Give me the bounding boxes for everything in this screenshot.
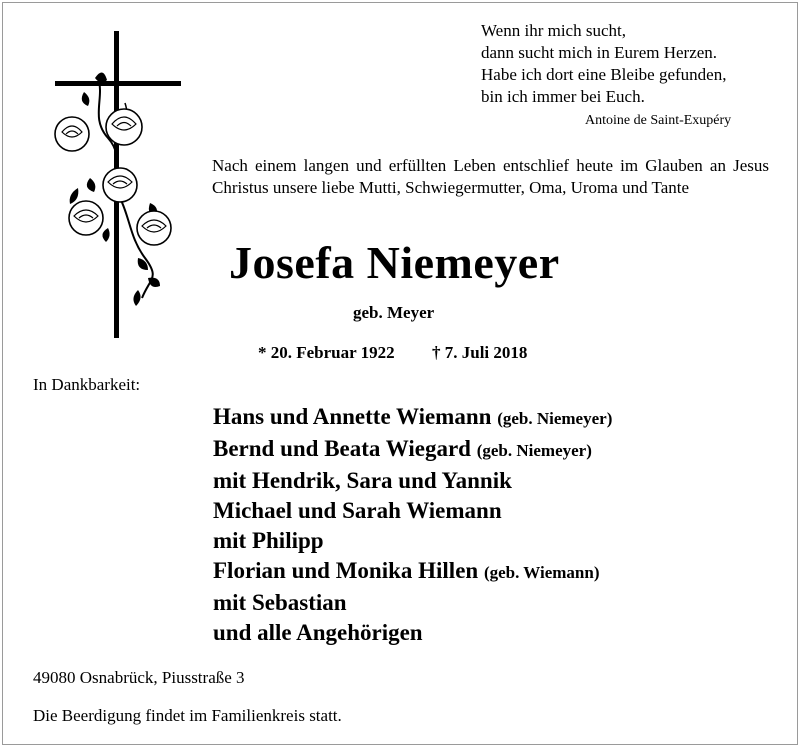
cross-with-roses-icon <box>50 28 190 340</box>
deceased-name: Josefa Niemeyer <box>229 237 560 288</box>
mourner-line: mit Philipp <box>213 528 324 553</box>
quote-line-4: bin ich immer bei Euch. <box>481 87 645 106</box>
birth-date: * 20. Februar 1922 <box>258 343 395 362</box>
mourner-line: Bernd und Beata Wiegard (geb. Niemeyer) <box>213 436 592 461</box>
death-date: † 7. Juli 2018 <box>432 343 528 362</box>
mourner-line: und alle Angehörigen <box>213 620 423 645</box>
quote-line-2: dann sucht mich in Eurem Herzen. <box>481 43 718 62</box>
mourner-line: Florian und Monika Hillen (geb. Wiemann) <box>213 558 600 583</box>
birth-name: geb. Meyer <box>353 303 435 322</box>
quote-line-1: Wenn ihr mich sucht, <box>481 21 626 40</box>
gratitude-label: In Dankbarkeit: <box>33 375 141 394</box>
mourner-line: mit Hendrik, Sara und Yannik <box>213 468 512 493</box>
intro-text-block <box>212 155 769 199</box>
quote-line-3: Habe ich dort eine Bleibe gefunden, <box>481 65 727 84</box>
quote-author: Antoine de Saint-Exupéry <box>585 113 732 128</box>
address: 49080 Osnabrück, Piusstraße 3 <box>33 668 245 687</box>
mourner-line: mit Sebastian <box>213 590 347 615</box>
intro-text: Nach einem langen und erfüllten Leben entschlief heute im Glauben an Jesus Christus unsere liebe Mutti, Schwiegermutter, Oma, Uroma und Tante <box>212 156 769 197</box>
mourners-list <box>213 402 612 648</box>
mourner-line: Michael und Sarah Wiemann <box>213 498 502 523</box>
mourner-line: Hans und Annette Wiemann (geb. Niemeyer) <box>213 404 613 429</box>
funeral-note: Die Beerdigung findet im Familienkreis statt. <box>33 706 342 725</box>
